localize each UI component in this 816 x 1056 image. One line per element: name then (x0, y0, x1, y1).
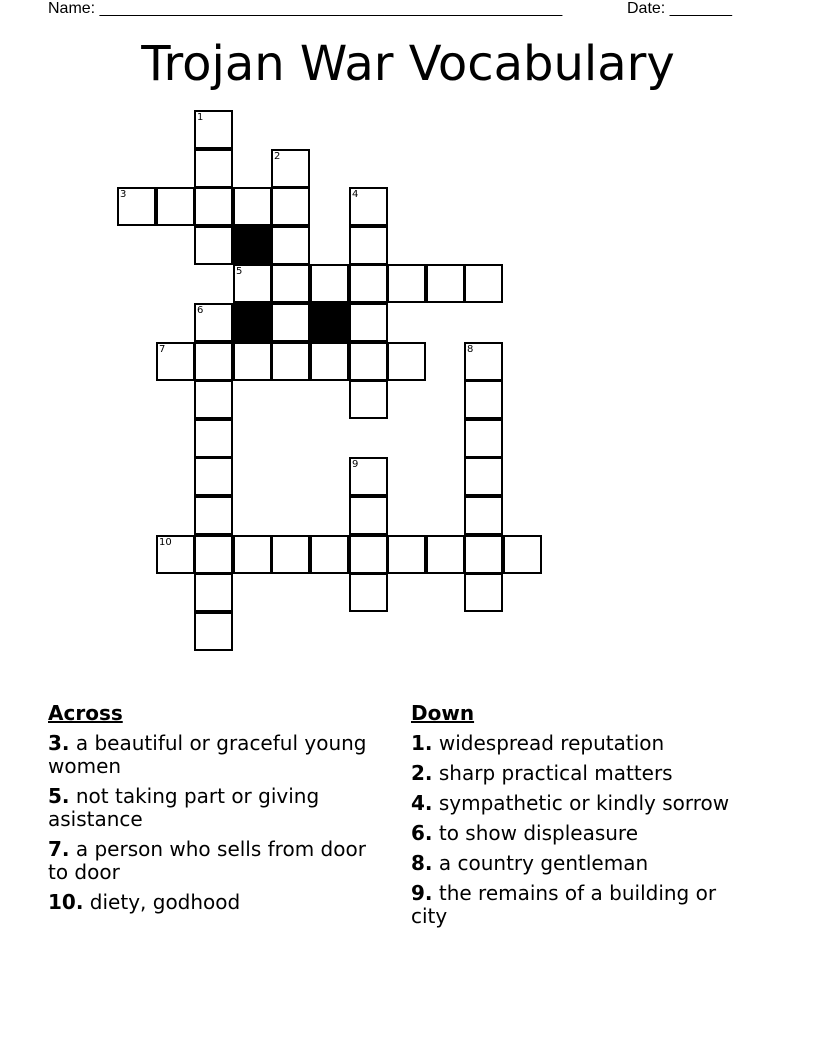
crossword-cell[interactable] (503, 535, 542, 574)
crossword-cell[interactable] (194, 457, 233, 496)
crossword-cell[interactable] (194, 187, 233, 226)
clue-number: 1 (197, 112, 204, 123)
clue-number: 3 (120, 189, 127, 200)
clue-text: a beautiful or graceful young women (48, 731, 367, 778)
crossword-block-cell (233, 303, 272, 342)
clue-text: sympathetic or kindly sorrow (432, 791, 730, 815)
crossword-cell[interactable] (271, 226, 310, 265)
crossword-cell[interactable] (349, 226, 388, 265)
clue-number-label: 1. (411, 731, 433, 755)
across-clues (48, 702, 368, 921)
crossword-cell[interactable] (156, 342, 195, 381)
page-title: Trojan War Vocabulary (141, 36, 675, 92)
clue-text: not taking part or giving asistance (48, 784, 320, 831)
crossword-cell[interactable] (194, 342, 233, 381)
clue-number-label: 6. (411, 821, 433, 845)
clue-number: 5 (236, 266, 243, 277)
crossword-cell[interactable] (310, 535, 349, 574)
clue-number: 6 (197, 305, 204, 316)
name-field-label: Name: ____________________________________________________ (48, 0, 563, 17)
clue-text: widespread reputation (432, 731, 665, 755)
crossword-cell[interactable] (349, 303, 388, 342)
crossword-cell[interactable] (233, 535, 272, 574)
clue-number-label: 9. (411, 881, 433, 905)
crossword-cell[interactable] (156, 535, 195, 574)
crossword-cell[interactable] (271, 535, 310, 574)
across-clue (48, 838, 368, 884)
clue-number-label: 8. (411, 851, 433, 875)
crossword-cell[interactable] (426, 264, 465, 303)
crossword-cell[interactable] (194, 226, 233, 265)
across-clue-list (48, 732, 368, 914)
crossword-block-cell (233, 226, 272, 265)
clue-number: 2 (274, 151, 281, 162)
down-clue-list (411, 732, 751, 928)
crossword-cell[interactable] (194, 419, 233, 458)
clue-number-label: 2. (411, 761, 433, 785)
crossword-cell[interactable] (194, 303, 233, 342)
down-clue (411, 732, 751, 755)
clue-number: 10 (159, 537, 172, 548)
down-clue (411, 882, 751, 928)
clue-number-label: 10. (48, 890, 84, 914)
clue-text: a country gentleman (432, 851, 649, 875)
down-heading: Down (411, 701, 475, 725)
crossword-cell[interactable] (271, 149, 310, 188)
clue-text: diety, godhood (83, 890, 241, 914)
across-clue (48, 785, 368, 831)
crossword-cell[interactable] (464, 457, 503, 496)
crossword-cell[interactable] (233, 187, 272, 226)
down-clue (411, 852, 751, 875)
across-heading: Across (48, 701, 123, 725)
crossword-cell[interactable] (194, 149, 233, 188)
crossword-cell[interactable] (387, 535, 426, 574)
crossword-cell[interactable] (233, 342, 272, 381)
clue-number-label: 3. (48, 731, 70, 755)
crossword-cell[interactable] (464, 264, 503, 303)
crossword-cell[interactable] (271, 342, 310, 381)
clue-text: sharp practical matters (432, 761, 673, 785)
crossword-cell[interactable] (464, 419, 503, 458)
crossword-cell[interactable] (464, 573, 503, 612)
crossword-cell[interactable] (271, 303, 310, 342)
crossword-cell[interactable] (271, 187, 310, 226)
clue-number: 4 (352, 189, 359, 200)
crossword-cell[interactable] (426, 535, 465, 574)
crossword-cell[interactable] (349, 535, 388, 574)
crossword-cell[interactable] (233, 264, 272, 303)
clue-number-label: 7. (48, 837, 70, 861)
down-clues (411, 702, 751, 935)
date-field-label: Date: _______ (627, 0, 732, 17)
crossword-cell[interactable] (194, 573, 233, 612)
crossword-cell[interactable] (349, 342, 388, 381)
crossword-cell[interactable] (349, 264, 388, 303)
crossword-cell[interactable] (387, 264, 426, 303)
crossword-block-cell (310, 303, 349, 342)
crossword-cell[interactable] (194, 535, 233, 574)
crossword-cell[interactable] (349, 496, 388, 535)
crossword-cell[interactable] (194, 496, 233, 535)
clue-text: to show displeasure (432, 821, 639, 845)
crossword-cell[interactable] (464, 380, 503, 419)
clue-number: 8 (467, 344, 474, 355)
down-clue (411, 822, 751, 845)
clue-number: 7 (159, 344, 166, 355)
clue-number-label: 4. (411, 791, 433, 815)
clue-number: 9 (352, 459, 359, 470)
crossword-cell[interactable] (310, 342, 349, 381)
clue-text: the remains of a building or city (411, 881, 717, 928)
crossword-cell[interactable] (156, 187, 195, 226)
crossword-cell[interactable] (310, 264, 349, 303)
crossword-cell[interactable] (194, 110, 233, 149)
crossword-cell[interactable] (349, 380, 388, 419)
across-clue (48, 891, 368, 914)
crossword-cell[interactable] (117, 187, 156, 226)
crossword-cell[interactable] (387, 342, 426, 381)
clue-text: a person who sells from door to door (48, 837, 366, 884)
clue-number-label: 5. (48, 784, 70, 808)
down-clue (411, 792, 751, 815)
crossword-cell[interactable] (349, 457, 388, 496)
down-clue (411, 762, 751, 785)
crossword-cell[interactable] (271, 264, 310, 303)
crossword-cell[interactable] (349, 187, 388, 226)
crossword-cell[interactable] (464, 496, 503, 535)
crossword-cell[interactable] (464, 342, 503, 381)
crossword-cell[interactable] (349, 573, 388, 612)
crossword-cell[interactable] (464, 535, 503, 574)
across-clue (48, 732, 368, 778)
crossword-cell[interactable] (194, 380, 233, 419)
crossword-cell[interactable] (194, 612, 233, 651)
